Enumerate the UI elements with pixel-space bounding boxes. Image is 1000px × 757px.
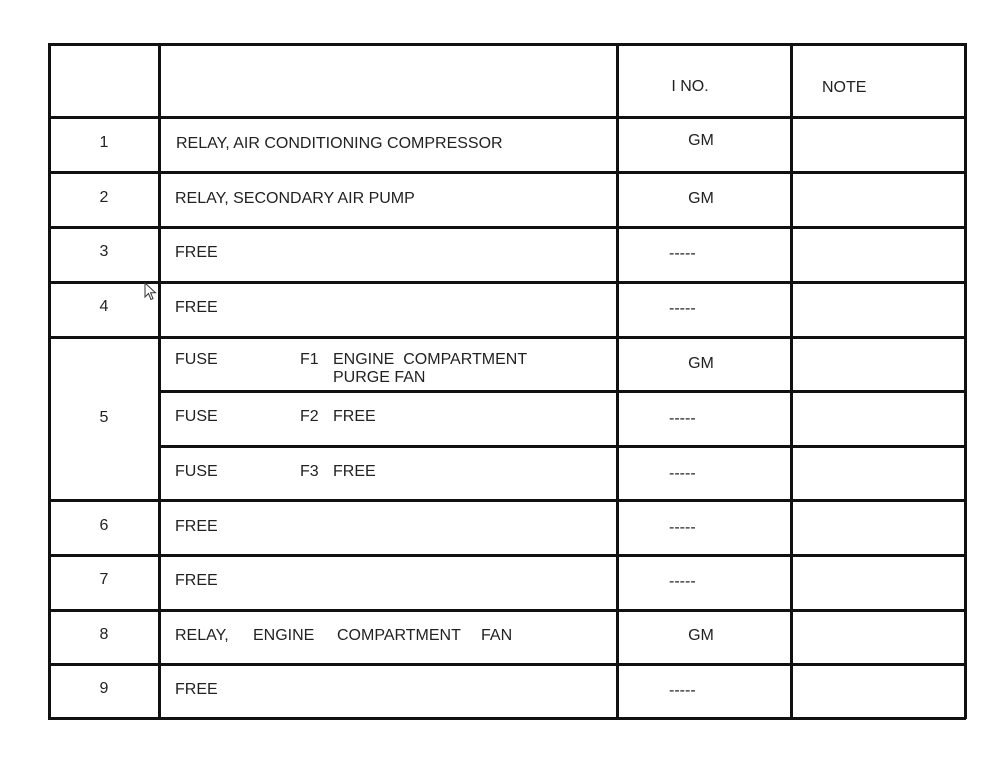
description: RELAY, AIR CONDITIONING COMPRESSOR (176, 135, 503, 152)
description: FREE (175, 572, 218, 589)
table-row-border (48, 43, 966, 46)
description: RELAY, SECONDARY AIR PUMP (175, 190, 415, 207)
table-column-border (616, 43, 619, 719)
ino-value: ----- (669, 573, 696, 590)
fuse-description: ENGINE COMPARTMENT (333, 351, 528, 368)
row-number: 8 (99, 626, 109, 643)
table-row-border (48, 171, 966, 174)
ino-value: ----- (669, 300, 696, 317)
table-row-border (48, 609, 966, 612)
table-column-border (790, 43, 793, 719)
ino-value: ----- (669, 682, 696, 699)
row-number: 7 (99, 571, 109, 588)
table-row-border (48, 226, 966, 229)
header-ino: I NO. (671, 78, 709, 95)
fuse-label: FUSE (175, 463, 218, 480)
table-column-border (48, 43, 51, 719)
ino-value: GM (688, 627, 714, 644)
ino-value: ----- (669, 465, 696, 482)
fuse-description-line2: PURGE FAN (333, 369, 426, 386)
fuse-label: FUSE (175, 408, 218, 425)
fuse-description: FREE (333, 463, 376, 480)
row-number: 4 (99, 298, 109, 315)
description: FREE (175, 299, 218, 316)
description: FREE (175, 681, 218, 698)
description-part: FAN (481, 627, 513, 644)
row-number: 3 (99, 243, 109, 260)
fuse-description: FREE (333, 408, 376, 425)
ino-value: GM (688, 190, 714, 207)
table-row-border (48, 281, 966, 284)
table-subrow-border (159, 445, 965, 448)
table-row-border (48, 499, 966, 502)
table-row-border (48, 336, 966, 339)
description-part: RELAY, (175, 627, 229, 644)
ino-value: ----- (669, 245, 696, 262)
header-note: NOTE (822, 79, 867, 96)
table-column-border (964, 43, 967, 719)
ino-value: GM (688, 132, 714, 149)
table-column-border (158, 43, 161, 719)
fuse-id: F1 (300, 351, 319, 368)
ino-value: ----- (669, 519, 696, 536)
fuse-id: F2 (300, 408, 319, 425)
table-row-border (48, 663, 966, 666)
description: FREE (175, 518, 218, 535)
description-part: COMPARTMENT (337, 627, 461, 644)
description-part: ENGINE (253, 627, 315, 644)
table-row-border (48, 116, 966, 119)
ino-value: GM (688, 355, 714, 372)
table-subrow-border (159, 390, 965, 393)
table-row-border (48, 717, 966, 720)
table-row-border (48, 554, 966, 557)
ino-value: ----- (669, 410, 696, 427)
mouse-pointer-icon (144, 282, 158, 302)
fuse-id: F3 (300, 463, 319, 480)
row-number: 2 (99, 189, 109, 206)
fuse-label: FUSE (175, 351, 218, 368)
description: FREE (175, 244, 218, 261)
row-number: 1 (99, 134, 109, 151)
row-number: 5 (99, 409, 109, 426)
row-number: 6 (99, 517, 109, 534)
row-number: 9 (99, 680, 109, 697)
